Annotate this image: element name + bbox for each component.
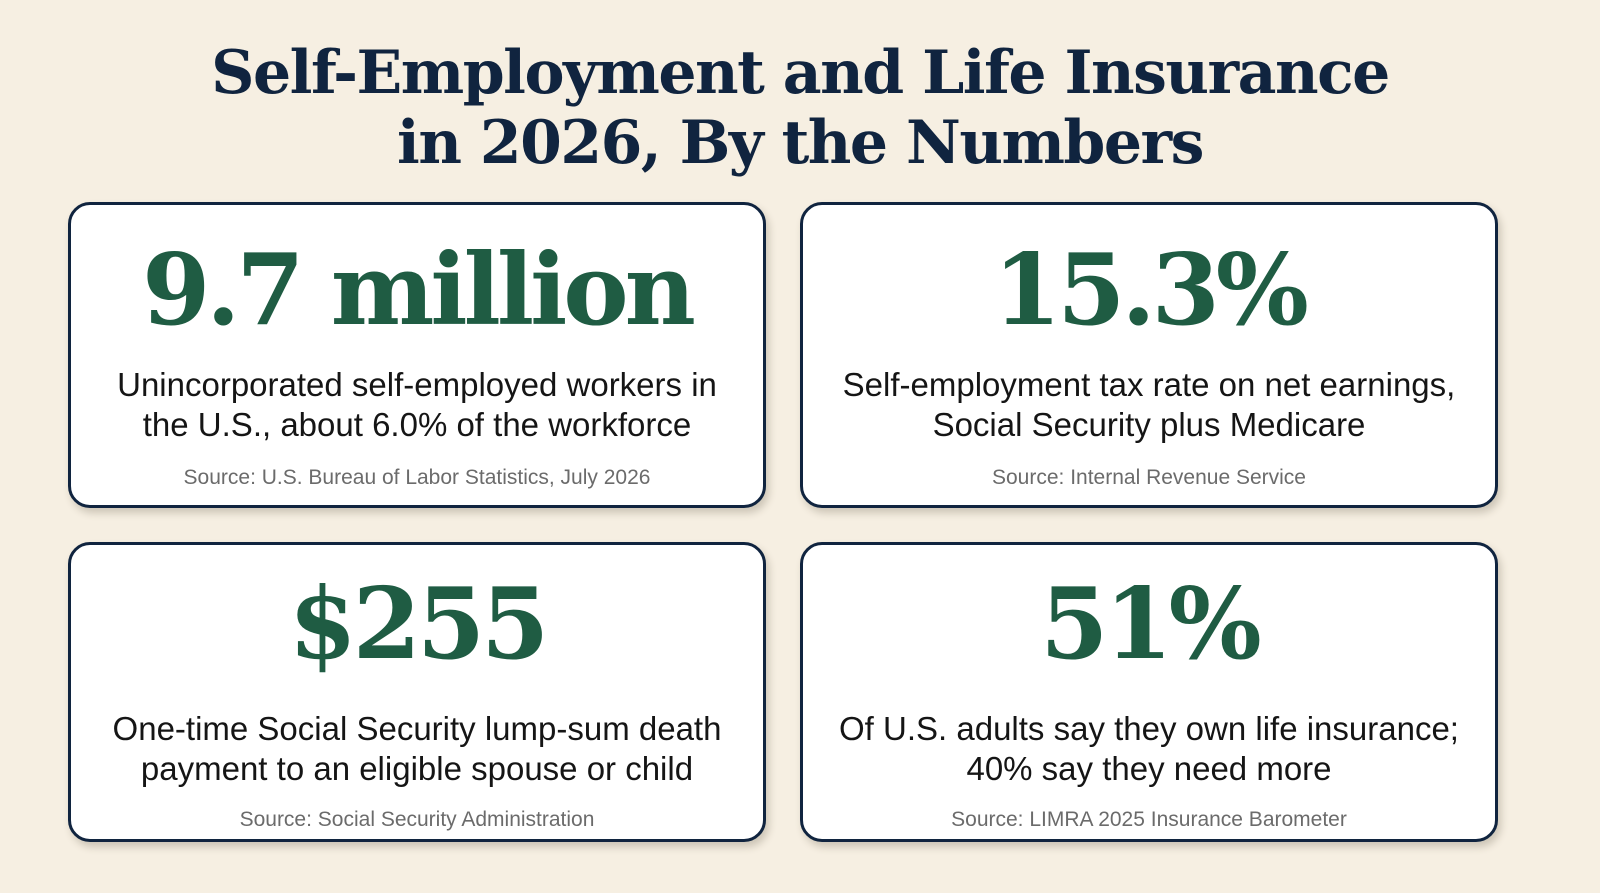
stat-description [91,709,743,789]
page-title-line-2: in 2026, By the Numbers [397,108,1203,178]
stat-source: Source: Internal Revenue Service [991,466,1306,489]
stat-description-line-1: Self-employment tax rate on net earnings, [842,366,1456,403]
stat-value: 9.7 million [142,233,692,348]
stat-description [823,709,1475,789]
stat-description-line-1: Of U.S. adults say they own life insurance; [839,710,1459,747]
stat-card-life-insurance-ownership [800,542,1498,842]
stat-description-line-2: the U.S., about 6.0% of the workforce [142,406,692,443]
stat-source: Source: LIMRA 2025 Insurance Barometer [951,808,1347,831]
page-title [0,38,1600,178]
stat-source: Source: Social Security Administration [239,808,595,831]
stat-source: Source: U.S. Bureau of Labor Statistics, July 2026 [183,466,651,489]
stat-description-line-2: Social Security plus Medicare [932,406,1366,443]
stat-description-line-1: Unincorporated self-employed workers in [117,366,717,403]
stat-card-self-employed-workers [68,202,766,508]
stat-description-line-1: One-time Social Security lump-sum death [112,710,722,747]
stat-value: 51% [1040,567,1258,682]
stat-card-death-payment [68,542,766,842]
stat-description [823,365,1475,445]
stat-card-self-employment-tax [800,202,1498,508]
stat-value: $255 [288,567,546,682]
page-title-line-1: Self-Employment and Life Insurance [211,38,1389,108]
stat-description [91,365,743,445]
stat-description-line-2: 40% say they need more [966,750,1332,787]
stat-value: 15.3% [993,233,1305,348]
stat-description-line-2: payment to an eligible spouse or child [140,750,694,787]
